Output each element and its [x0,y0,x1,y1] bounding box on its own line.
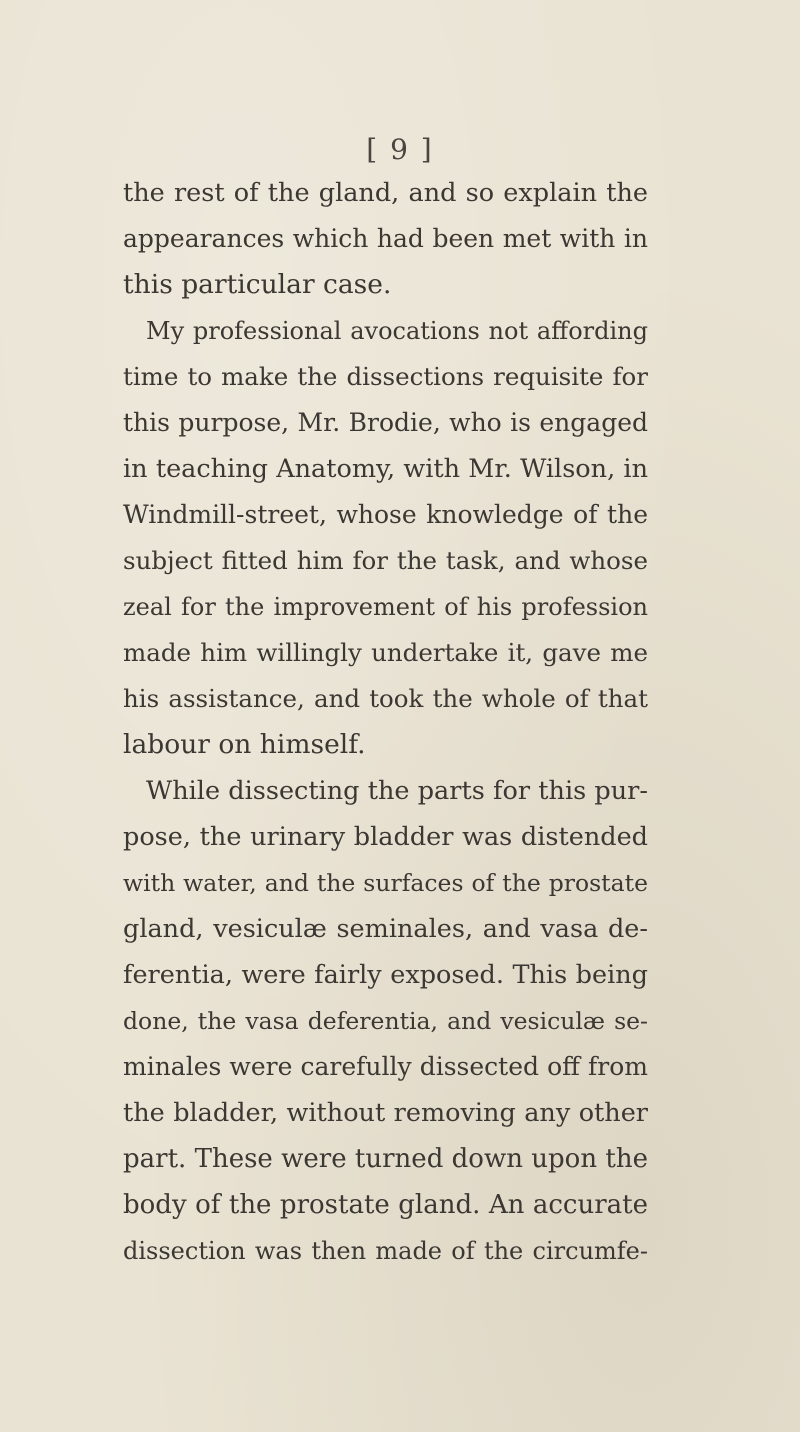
text-line: the bladder, without removing any other [123,1098,648,1128]
text-line: gland, vesiculæ seminales, and vasa de- [123,914,648,944]
page-number: [ 9 ] [366,133,434,166]
text-line: While dissecting the parts for this pur- [146,776,648,806]
text-line: minales were carefully dissected off from [123,1052,648,1081]
text-line: his assistance, and took the whole of that [123,684,648,713]
text-line: made him willingly undertake it, gave me [123,638,648,667]
text-line: My professional avocations not affording [146,317,648,345]
text-line: labour on himself. [123,729,366,760]
text-line: appearances which had been met with in [123,224,648,253]
text-line: with water, and the surfaces of the prostate [123,869,648,897]
text-line: subject fitted him for the task, and whose [123,546,648,575]
text-line: in teaching Anatomy, with Mr. Wilson, in [123,454,648,484]
text-line: zeal for the improvement of his profession [123,593,648,621]
text-line: Windmill-street, whose knowledge of the [123,500,648,529]
text-line: body of the prostate gland. An accurate [123,1190,648,1220]
text-line: dissection was then made of the circumfe- [123,1237,648,1265]
text-line: this purpose, Mr. Brodie, who is engaged [123,408,648,437]
text-line: pose, the urinary bladder was distended [123,822,648,852]
text-line: part. These were turned down upon the [123,1144,648,1174]
text-line: done, the vasa deferentia, and vesiculæ se- [123,1007,648,1035]
text-line: this particular case. [123,269,392,300]
text-line: the rest of the gland, and so explain the [123,178,648,208]
text-line: ferentia, were fairly exposed. This being [123,960,648,990]
text-line: time to make the dissections requisite for [123,362,648,391]
